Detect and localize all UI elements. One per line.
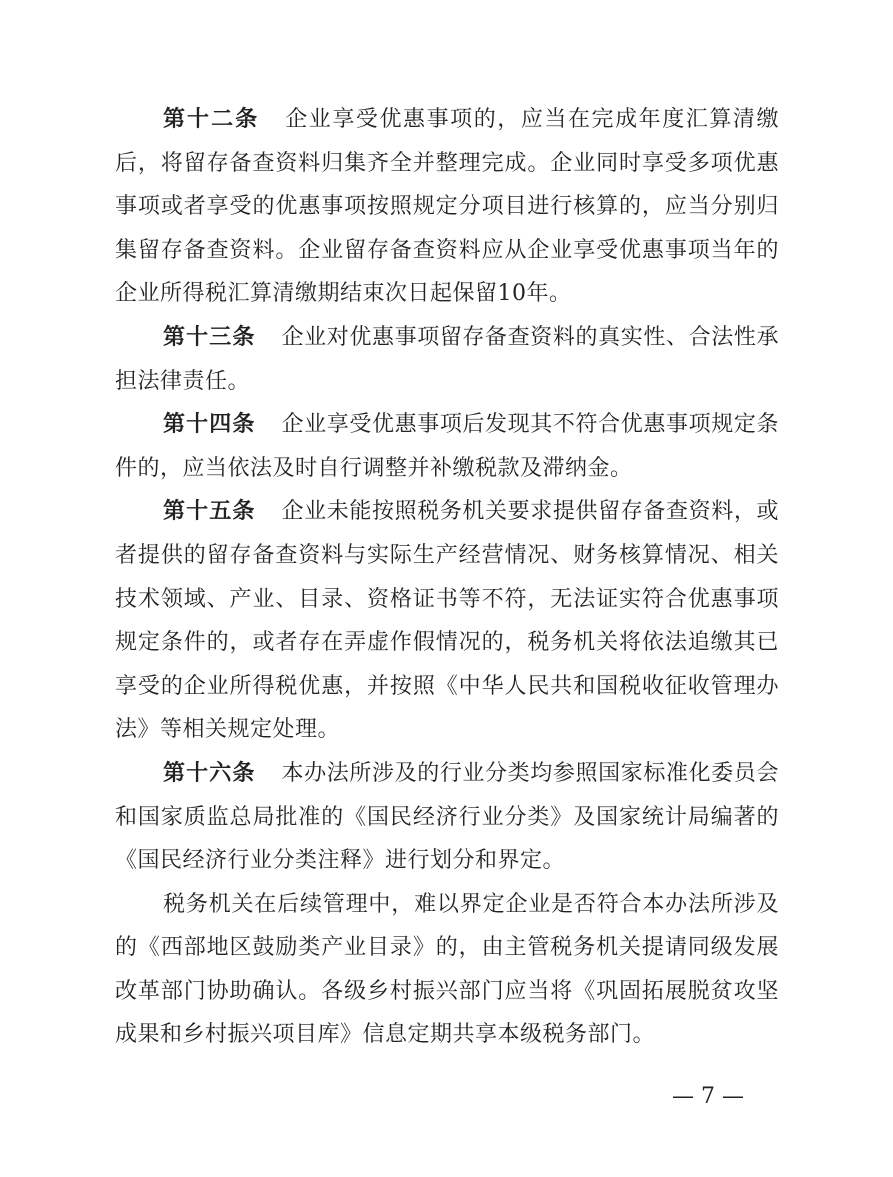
article-13-text: 企业对优惠事项留存备查资料的真实性、合法性承担法律责任。 bbox=[115, 324, 779, 394]
article-16-paragraph bbox=[115, 752, 779, 883]
article-15-heading: 第十五条 bbox=[163, 499, 256, 525]
follow-up-text: 税务机关在后续管理中，难以界定企业是否符合本办法所涉及的《西部地区鼓励类产业目录》的，由主管税务机关提请同级发展改革部门协助确认。各级乡村振兴部门应当将《巩固拓展脱贫攻坚成果和乡村振兴项目库》信息定期共享本级税务部门。 bbox=[115, 891, 779, 1048]
article-13-heading: 第十三条 bbox=[163, 324, 256, 350]
article-16-text: 本办法所涉及的行业分类均参照国家标准化委员会和国家质监总局批准的《国民经济行业分类》及国家统计局编著的《国民经济行业分类注释》进行划分和界定。 bbox=[115, 760, 779, 874]
document-body bbox=[115, 98, 779, 1057]
follow-up-paragraph bbox=[115, 883, 779, 1057]
article-12-text: 企业享受优惠事项的，应当在完成年度汇算清缴后，将留存备查资料归集齐全并整理完成。企业同时享受多项优惠事项或者享受的优惠事项按照规定分项目进行核算的，应当分别归集留存备查资料。企业留存备查资料应从企业享受优惠事项当年的企业所得税汇算清缴期结束次日起保留10年。 bbox=[115, 107, 779, 307]
article-14-paragraph bbox=[115, 403, 779, 490]
article-14-heading: 第十四条 bbox=[163, 412, 256, 438]
article-12-heading: 第十二条 bbox=[163, 107, 260, 132]
article-15-text: 企业未能按照税务机关要求提供留存备查资料，或者提供的留存备查资料与实际生产经营情况、财务核算情况、相关技术领域、产业、目录、资格证书等不符，无法证实符合优惠事项规定条件的，或者存在弄虚作假情况的，税务机关将依法追缴其已享受的企业所得税优惠，并按照《中华人民共和国税收征收管理办法》等相关规定处理。 bbox=[115, 499, 779, 743]
article-14-text: 企业享受优惠事项后发现其不符合优惠事项规定条件的，应当依法及时自行调整并补缴税款及滞纳金。 bbox=[115, 412, 779, 481]
article-16-heading: 第十六条 bbox=[163, 760, 256, 786]
article-13-paragraph bbox=[115, 316, 779, 403]
article-15-paragraph bbox=[115, 490, 779, 752]
article-12-paragraph bbox=[115, 98, 779, 316]
page-number: — 7 — bbox=[672, 1084, 744, 1109]
